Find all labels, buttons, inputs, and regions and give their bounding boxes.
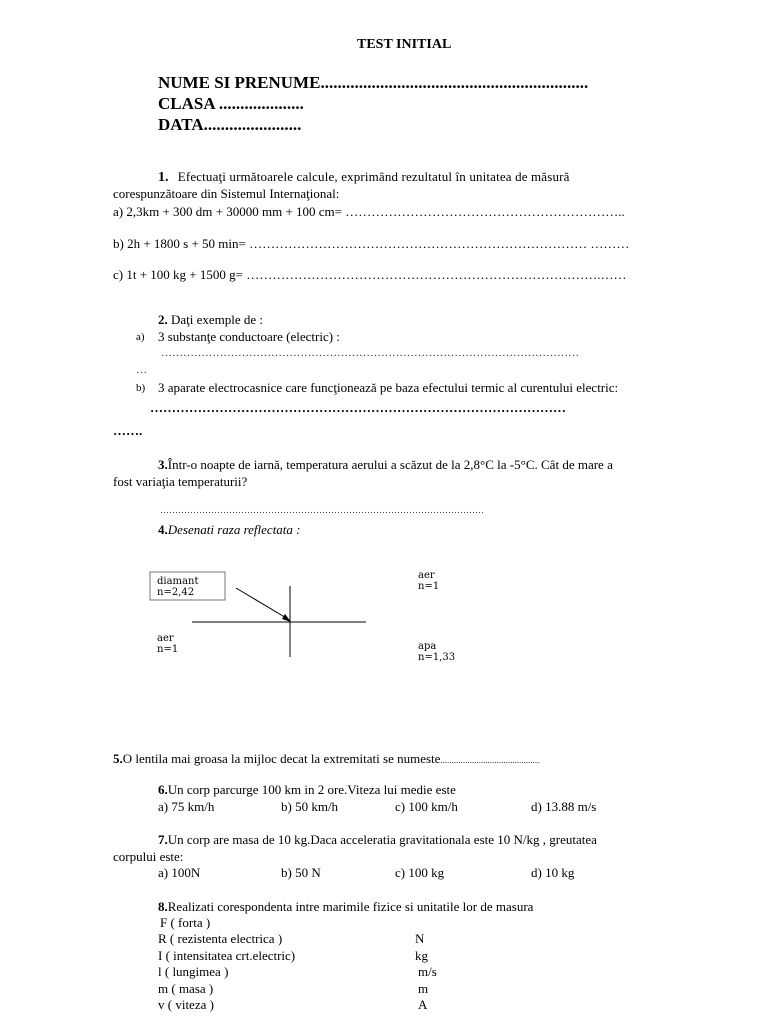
unit-item[interactable]: N [415,931,425,946]
question-2-item-a: 3 substanţe conductoare (electric) : [158,329,340,344]
unit-item[interactable]: kg [415,948,428,963]
name-field[interactable]: NUME SI PRENUME............................................................... [158,73,589,92]
apa-medium: apa [418,641,437,652]
question-7-text-cont: corpului este: [113,849,184,864]
question-6 [158,782,456,798]
question-1-item-a[interactable]: a) 2,3km + 300 dm + 30000 mm + 100 cm= ……………………………………………………….. [113,204,625,219]
question-6-option-a[interactable]: a) 75 km/h [158,799,215,814]
quantity-item[interactable]: R ( rezistenta electrica ) [158,931,283,946]
question-2-number: 2. [158,312,168,327]
aer-right-index: n=1 [418,581,440,592]
question-1-item-b[interactable]: b) 2h + 1800 s + 50 min= …………………………………………………………………… ……… [113,236,630,251]
question-7-option-a[interactable]: a) 100N [158,865,201,880]
quantity-item[interactable]: F ( forta ) [160,915,211,930]
class-field[interactable]: CLASA .................... [158,94,304,113]
quantity-item[interactable]: m ( masa ) [158,981,214,996]
question-5-text: O lentila mai groasa la mijloc decat la extremitati se numeste [122,751,441,766]
question-4-number: 4. [158,522,168,537]
apa-index: n=1,33 [418,652,456,663]
fig-label-aer-left [157,633,178,655]
page-title: TEST INITIAL [357,37,452,52]
question-7-option-d[interactable]: d) 10 kg [531,865,575,880]
question-5-answer[interactable]: ............................................ [440,755,540,765]
question-2-text: Daţi exemple de : [171,312,264,327]
question-7-option-c[interactable]: c) 100 kg [395,865,445,880]
incident-ray [236,588,288,619]
unit-item[interactable]: A [418,997,428,1012]
question-7-number: 7. [158,832,168,847]
question-6-text: Un corp parcurge 100 km in 2 ore.Viteza lui medie este [167,782,456,797]
question-5 [113,751,539,767]
question-8-text: Realizati corespondenta intre marimile fizice si unitatile lor de masura [167,899,534,914]
question-8 [158,899,533,915]
question-7-text: Un corp are masa de 10 kg.Daca acceleratia gravitationala este 10 N/kg , greutatea [167,832,597,847]
question-4-text: Desenati raza reflectata : [167,522,301,537]
quantity-item[interactable]: v ( viteza ) [158,997,214,1012]
question-3-answer[interactable]: ……………………………………………………………………………………………… [160,505,484,515]
aer-right-medium: aer [418,570,435,581]
question-3-text-cont: fost variaţia temperaturii? [113,474,248,489]
fig-label-apa [418,641,455,663]
diamant-medium: diamant [157,576,199,587]
quantity-item[interactable]: l ( lungimea ) [158,964,229,979]
question-1-text: Efectuaţi următoarele calcule, exprimând rezultatul în unitatea de măsură [177,169,570,184]
diamant-index: n=2,42 [157,587,195,598]
question-2-answer-b-cont[interactable]: ……. [113,423,143,438]
question-2-item-b: 3 aparate electrocasnice care funcţionează pe baza efectului termic al curentului electric: [158,380,619,395]
fig-label-diamant [157,576,198,598]
question-1-item-c[interactable]: c) 1t + 100 kg + 1500 g= ……………………………………………………………………….…… [113,267,627,282]
question-2-answer-b[interactable]: …………………………………………………………………………………… [150,400,566,415]
quantity-item[interactable]: I ( intensitatea crt.electric) [158,948,296,963]
unit-item[interactable]: m/s [418,964,437,979]
question-2-answer-a-cont[interactable]: … [136,364,147,376]
unit-item[interactable]: m [418,981,429,996]
question-5-number: 5. [113,751,123,766]
question-7 [158,832,597,848]
question-6-option-c[interactable]: c) 100 km/h [395,799,458,814]
question-6-option-b[interactable]: b) 50 km/h [281,799,339,814]
question-1-number: 1. [158,170,169,185]
question-2-marker-a: a) [136,331,145,343]
aer-left-index: n=1 [157,644,179,655]
question-6-number: 6. [158,782,168,797]
question-1-text-cont: corespunzătoare din Sistemul Internaţional: [113,186,340,201]
question-6-option-d[interactable]: d) 13.88 m/s [531,799,597,814]
question-2-marker-b: b) [136,382,146,394]
question-7-option-b[interactable]: b) 50 N [281,865,321,880]
date-field[interactable]: DATA....................... [158,115,302,134]
fig-label-aer-right [418,570,439,592]
question-8-number: 8. [158,899,168,914]
aer-left-medium: aer [157,633,174,644]
question-3-number: 3. [158,457,168,472]
question-3-text: Într-o noapte de iarnă, temperatura aerului a scăzut de la 2,8°C la -5°C. Cât de mare a [167,457,613,472]
question-2-answer-a[interactable]: …………………………………………………………………………………………………… [161,347,579,359]
